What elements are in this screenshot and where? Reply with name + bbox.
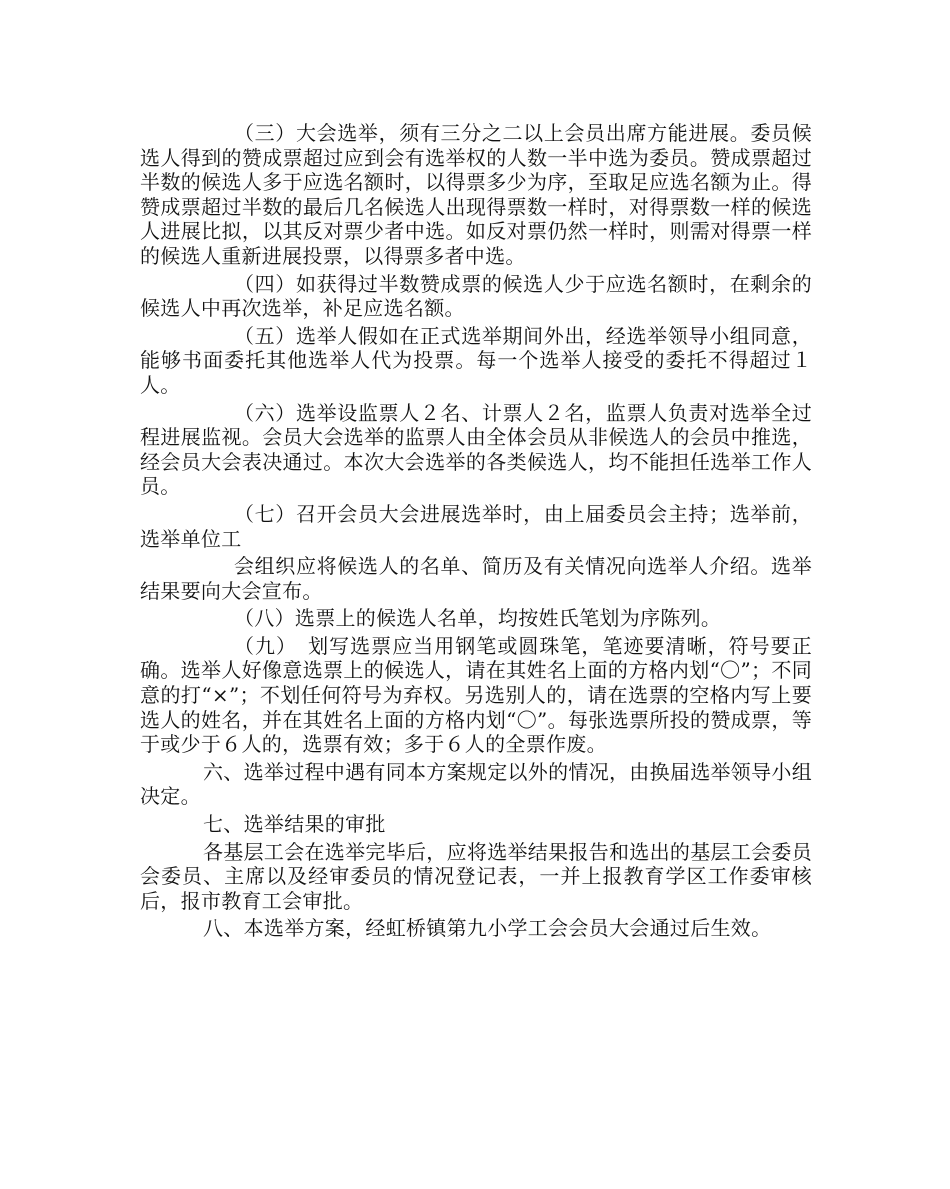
- paragraph-item-3: （三）大会选举，须有三分之二以上会员出席方能进展。委员候选人得到的赞成票超过应到会有选举权的人数一半中选为委员。赞成票超过半数的候选人多于应选名额时，以得票多少为序，至取足应选名额为止。得赞成票超过半数的最后几名候选人出现得票数一样时，对得票数一样的候选人进展比拟，以其反对票少者中选。如反对票仍然一样时，则需对得票一样的候选人重新进展投票，以得票多者中选。: [140, 121, 812, 268]
- paragraph-item-8: （八）选票上的候选人名单，均按姓氏笔划为序陈列。: [234, 606, 722, 631]
- paragraph-item-7-continued: 会组织应将候选人的名单、简历及有关情况向选举人介绍。选举结果要向大会宣布。: [140, 554, 812, 603]
- section-7-paragraph: 各基层工会在选举完毕后，应将选举结果报告和选出的基层工会委员会委员、主席以及经审委员的情况登记表，一并上报教育学区工作委审核后，报市教育工会审批。: [140, 839, 812, 913]
- paragraph-item-4: （四）如获得过半数赞成票的候选人少于应选名额时，在剩余的候选人中再次选举，补足应选名额。: [140, 271, 812, 321]
- section-7-heading: 七、选举结果的审批: [203, 812, 386, 837]
- paragraph-item-5: （五）选举人假如在正式选举期间外出，经选举领导小组同意，能够书面委托其他选举人代为投票。每一个选举人接受的委托不得超过１人。: [140, 323, 812, 397]
- paragraph-item-6: （六）选举设监票人２名、计票人２名，监票人负责对选举全过程进展监视。会员大会选举的监票人由全体会员从非候选人的会员中推选，经会员大会表决通过。本次大会选举的各类候选人，均不能担任选举工作人员。: [140, 400, 812, 499]
- document-body: [140, 121, 812, 944]
- section-6-paragraph: 六、选举过程中遇有同本方案规定以外的情况，由换届选举领导小组决定。: [140, 759, 812, 809]
- paragraph-item-7: （七）召开会员大会进展选举时，由上届委员会主持；选举前，选举单位工: [140, 501, 812, 551]
- paragraph-item-9: （九） 划写选票应当用钢笔或圆珠笔，笔迹要清晰，符号要正确。选举人好像意选票上的候选人，请在其姓名上面的方格内划“〇”；不同意的打“×”；不划任何符号为弃权。另选别人的，请在选票的空格内写上要选人的姓名，并在其姓名上面的方格内划“〇”。每张选票所投的赞成票，等于或少于６人的，选票有效；多于６人的全票作废。: [140, 633, 812, 757]
- section-8-paragraph: 八、本选举方案，经虹桥镇第九小学工会会员大会通过后生效。: [203, 916, 772, 941]
